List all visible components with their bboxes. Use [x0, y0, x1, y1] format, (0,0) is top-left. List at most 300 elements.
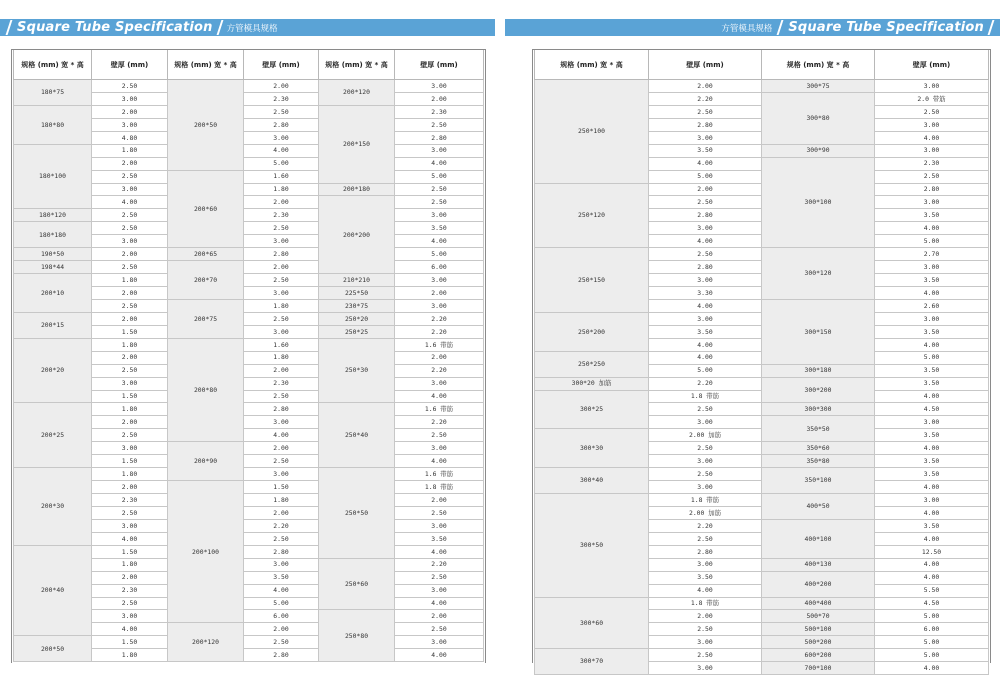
thickness-cell: 2.00 [244, 80, 319, 93]
thickness-cell: 2.50 [244, 636, 319, 649]
thickness-cell: 1.80 [92, 144, 168, 157]
thickness-cell: 6.00 [244, 610, 319, 623]
thickness-cell: 2.50 [875, 105, 989, 118]
thickness-cell: 4.00 [649, 338, 762, 351]
thickness-cell: 3.50 [875, 455, 989, 468]
column-header: 壁厚 (mm) [92, 50, 168, 80]
spec-cell: 250*40 [319, 403, 395, 468]
table-row [535, 80, 989, 93]
thickness-cell: 2.50 [649, 196, 762, 209]
thickness-cell: 5.00 [875, 649, 989, 662]
thickness-cell: 3.50 [875, 429, 989, 442]
thickness-cell: 4.00 [875, 558, 989, 571]
thickness-cell: 3.00 [244, 416, 319, 429]
spec-cell: 250*120 [535, 183, 649, 248]
table-row [535, 377, 989, 390]
thickness-cell: 2.30 [244, 92, 319, 105]
thickness-cell: 4.00 [875, 287, 989, 300]
thickness-cell: 3.00 [244, 235, 319, 248]
thickness-cell: 4.00 [395, 235, 484, 248]
thickness-cell: 2.50 [244, 105, 319, 118]
thickness-cell: 3.00 [649, 662, 762, 675]
thickness-cell: 4.00 [875, 481, 989, 494]
thickness-cell: 2.0 带筋 [875, 92, 989, 105]
thickness-cell: 4.00 [875, 442, 989, 455]
thickness-cell: 2.20 [649, 519, 762, 532]
thickness-cell: 2.80 [395, 131, 484, 144]
thickness-cell: 5.00 [244, 157, 319, 170]
spec-cell: 200*100 [168, 481, 244, 623]
thickness-cell: 3.00 [92, 377, 168, 390]
thickness-cell: 2.20 [395, 416, 484, 429]
spec-cell: 200*15 [14, 312, 92, 338]
header-title-en: Square Tube Specification [17, 20, 213, 35]
thickness-cell: 4.00 [649, 299, 762, 312]
thickness-cell: 2.50 [875, 170, 989, 183]
spec-cell: 350*100 [762, 468, 875, 494]
spec-cell: 200*60 [168, 170, 244, 248]
spec-cell: 200*65 [168, 248, 244, 261]
thickness-cell: 2.50 [244, 274, 319, 287]
thickness-cell: 3.00 [395, 377, 484, 390]
thickness-cell: 3.00 [395, 519, 484, 532]
thickness-cell: 3.00 [875, 80, 989, 93]
left-spec-table [13, 50, 484, 662]
thickness-cell: 1.80 [92, 338, 168, 351]
thickness-cell: 6.00 [395, 261, 484, 274]
spec-cell: 250*25 [319, 325, 395, 338]
table-row [14, 248, 484, 261]
table-row [535, 494, 989, 507]
spec-cell: 700*100 [762, 662, 875, 675]
spec-cell: 350*50 [762, 416, 875, 442]
thickness-cell: 2.50 [92, 429, 168, 442]
thickness-cell: 3.00 [244, 558, 319, 571]
spec-cell: 400*50 [762, 494, 875, 520]
thickness-cell: 3.00 [395, 584, 484, 597]
thickness-cell: 2.00 [92, 105, 168, 118]
thickness-cell: 2.50 [92, 170, 168, 183]
thickness-cell: 1.8 带筋 [649, 597, 762, 610]
thickness-cell: 1.8 带筋 [395, 481, 484, 494]
spec-cell: 180*75 [14, 80, 92, 106]
thickness-cell: 2.00 [92, 351, 168, 364]
thickness-cell: 3.00 [92, 610, 168, 623]
thickness-cell: 4.50 [875, 403, 989, 416]
thickness-cell: 3.00 [395, 144, 484, 157]
thickness-cell: 6.00 [875, 623, 989, 636]
thickness-cell: 1.8 带筋 [649, 390, 762, 403]
thickness-cell: 1.6 带筋 [395, 403, 484, 416]
thickness-cell: 2.20 [244, 519, 319, 532]
spec-cell: 600*200 [762, 649, 875, 662]
spec-cell: 180*120 [14, 209, 92, 222]
spec-cell: 200*40 [14, 545, 92, 636]
thickness-cell: 2.50 [244, 455, 319, 468]
thickness-cell: 2.50 [244, 390, 319, 403]
thickness-cell: 4.00 [395, 157, 484, 170]
spec-cell: 300*150 [762, 299, 875, 364]
thickness-cell: 3.50 [875, 468, 989, 481]
thickness-cell: 2.80 [244, 649, 319, 662]
spec-cell: 180*180 [14, 222, 92, 248]
thickness-cell: 3.00 [395, 636, 484, 649]
thickness-cell: 3.00 [875, 312, 989, 325]
thickness-cell: 3.00 [244, 468, 319, 481]
spec-cell: 300*40 [535, 468, 649, 494]
thickness-cell: 2.30 [244, 377, 319, 390]
thickness-cell: 3.50 [875, 209, 989, 222]
thickness-cell: 1.80 [92, 558, 168, 571]
spec-cell: 180*100 [14, 144, 92, 209]
thickness-cell: 2.50 [649, 468, 762, 481]
thickness-cell: 4.00 [92, 623, 168, 636]
thickness-cell: 1.50 [92, 325, 168, 338]
thickness-cell: 3.00 [649, 274, 762, 287]
thickness-cell: 2.00 加筋 [649, 506, 762, 519]
thickness-cell: 2.00 [395, 92, 484, 105]
thickness-cell: 2.00 [395, 287, 484, 300]
thickness-cell: 2.60 [875, 299, 989, 312]
thickness-cell: 1.80 [244, 299, 319, 312]
thickness-cell: 2.50 [395, 196, 484, 209]
table-row [14, 545, 484, 558]
thickness-cell: 2.50 [395, 183, 484, 196]
thickness-cell: 4.50 [875, 597, 989, 610]
thickness-cell: 5.00 [395, 170, 484, 183]
thickness-cell: 4.00 [875, 571, 989, 584]
thickness-cell: 1.80 [92, 274, 168, 287]
spec-cell: 250*200 [535, 312, 649, 351]
thickness-cell: 4.00 [649, 351, 762, 364]
thickness-cell: 2.30 [395, 105, 484, 118]
thickness-cell: 5.00 [875, 636, 989, 649]
thickness-cell: 2.70 [875, 248, 989, 261]
thickness-cell: 2.50 [92, 597, 168, 610]
thickness-cell: 5.00 [875, 235, 989, 248]
spec-cell: 250*250 [535, 351, 649, 377]
spec-cell: 300*300 [762, 403, 875, 416]
spec-cell: 300*50 [535, 494, 649, 598]
slash-mark [6, 20, 13, 35]
column-header: 规格 (mm) 宽 * 高 [535, 50, 649, 80]
spec-cell: 500*100 [762, 623, 875, 636]
spec-cell: 300*20 加筋 [535, 377, 649, 390]
thickness-cell: 2.50 [649, 248, 762, 261]
thickness-cell: 4.00 [92, 532, 168, 545]
thickness-cell: 2.80 [649, 118, 762, 131]
spec-cell: 200*180 [319, 183, 395, 196]
spec-cell: 350*80 [762, 455, 875, 468]
spec-cell: 300*30 [535, 429, 649, 468]
column-header: 规格 (mm) 宽 * 高 [319, 50, 395, 80]
thickness-cell: 1.50 [92, 545, 168, 558]
thickness-cell: 3.50 [875, 519, 989, 532]
thickness-cell: 3.50 [649, 144, 762, 157]
spec-cell: 200*120 [319, 80, 395, 106]
thickness-cell: 2.00 加筋 [649, 429, 762, 442]
table-row [14, 80, 484, 93]
spec-cell: 250*20 [319, 312, 395, 325]
thickness-cell: 1.80 [92, 649, 168, 662]
table-row [14, 468, 484, 481]
thickness-cell: 4.00 [395, 545, 484, 558]
thickness-cell: 2.20 [395, 312, 484, 325]
spec-cell: 210*210 [319, 274, 395, 287]
spec-cell: 200*150 [319, 105, 395, 183]
table-row [535, 649, 989, 662]
column-header: 壁厚 (mm) [875, 50, 989, 80]
thickness-cell: 3.00 [649, 455, 762, 468]
thickness-cell: 3.50 [875, 325, 989, 338]
spec-cell: 200*70 [168, 261, 244, 300]
thickness-cell: 3.00 [244, 287, 319, 300]
spec-cell: 200*25 [14, 403, 92, 468]
table-row [14, 274, 484, 287]
thickness-cell: 2.00 [244, 442, 319, 455]
spec-cell: 250*60 [319, 558, 395, 610]
thickness-cell: 2.00 [649, 80, 762, 93]
thickness-cell: 4.00 [649, 157, 762, 170]
thickness-cell: 5.00 [875, 351, 989, 364]
thickness-cell: 4.00 [875, 662, 989, 675]
thickness-cell: 2.00 [92, 481, 168, 494]
header-title-cn: 方管模具规格 [226, 23, 278, 34]
thickness-cell: 2.30 [875, 157, 989, 170]
spec-cell: 500*200 [762, 636, 875, 649]
thickness-cell: 3.00 [649, 222, 762, 235]
thickness-cell: 2.00 [244, 196, 319, 209]
thickness-cell: 2.50 [92, 80, 168, 93]
thickness-cell: 2.80 [244, 545, 319, 558]
spec-cell: 200*30 [14, 468, 92, 546]
thickness-cell: 2.20 [649, 377, 762, 390]
thickness-cell: 4.00 [244, 584, 319, 597]
thickness-cell: 4.00 [875, 338, 989, 351]
spec-cell: 200*200 [319, 196, 395, 274]
thickness-cell: 2.80 [649, 261, 762, 274]
thickness-cell: 3.50 [395, 222, 484, 235]
thickness-cell: 2.50 [92, 506, 168, 519]
thickness-cell: 3.00 [875, 416, 989, 429]
thickness-cell: 2.00 [244, 506, 319, 519]
thickness-cell: 2.00 [395, 610, 484, 623]
thickness-cell: 3.30 [649, 287, 762, 300]
thickness-cell: 2.80 [244, 403, 319, 416]
thickness-cell: 2.50 [395, 118, 484, 131]
thickness-cell: 3.00 [875, 494, 989, 507]
spec-cell: 180*80 [14, 105, 92, 144]
thickness-cell: 2.30 [92, 494, 168, 507]
thickness-cell: 2.00 [92, 287, 168, 300]
thickness-cell: 5.00 [395, 248, 484, 261]
table-row [535, 597, 989, 610]
thickness-cell: 3.00 [244, 131, 319, 144]
thickness-cell: 3.00 [649, 558, 762, 571]
thickness-cell: 3.00 [649, 636, 762, 649]
header-title-en: Square Tube Specification [788, 20, 984, 35]
thickness-cell: 3.00 [875, 196, 989, 209]
thickness-cell: 1.50 [92, 636, 168, 649]
thickness-cell: 1.6 带筋 [395, 338, 484, 351]
thickness-cell: 4.00 [875, 222, 989, 235]
thickness-cell: 4.00 [649, 584, 762, 597]
spec-cell: 300*180 [762, 364, 875, 377]
spec-cell: 200*50 [14, 636, 92, 662]
spec-cell: 250*100 [535, 80, 649, 184]
spec-cell: 300*120 [762, 248, 875, 300]
thickness-cell: 4.00 [875, 506, 989, 519]
thickness-cell: 2.80 [649, 209, 762, 222]
thickness-cell: 2.50 [92, 299, 168, 312]
column-header: 规格 (mm) 宽 * 高 [762, 50, 875, 80]
thickness-cell: 2.80 [649, 545, 762, 558]
thickness-cell: 1.8 带筋 [649, 494, 762, 507]
thickness-cell: 3.00 [649, 416, 762, 429]
spec-cell: 400*400 [762, 597, 875, 610]
column-header: 壁厚 (mm) [649, 50, 762, 80]
thickness-cell: 3.00 [649, 131, 762, 144]
thickness-cell: 2.00 [649, 183, 762, 196]
thickness-cell: 2.00 [244, 261, 319, 274]
thickness-cell: 3.00 [875, 261, 989, 274]
thickness-cell: 2.50 [92, 222, 168, 235]
spec-cell: 400*130 [762, 558, 875, 571]
thickness-cell: 3.00 [92, 235, 168, 248]
table-row [14, 312, 484, 325]
thickness-cell: 2.50 [649, 532, 762, 545]
thickness-cell: 4.00 [395, 597, 484, 610]
spec-cell: 300*100 [762, 157, 875, 248]
slash-mark [216, 20, 223, 35]
thickness-cell: 3.00 [92, 519, 168, 532]
thickness-cell: 4.00 [395, 455, 484, 468]
thickness-cell: 3.00 [92, 183, 168, 196]
thickness-cell: 2.50 [92, 209, 168, 222]
thickness-cell: 2.50 [649, 623, 762, 636]
table-row [14, 261, 484, 274]
thickness-cell: 2.80 [244, 248, 319, 261]
spec-cell: 225*50 [319, 287, 395, 300]
spec-cell: 300*80 [762, 92, 875, 144]
table-row [535, 248, 989, 261]
thickness-cell: 2.50 [395, 506, 484, 519]
thickness-cell: 3.50 [649, 325, 762, 338]
thickness-cell: 1.80 [92, 468, 168, 481]
thickness-cell: 3.50 [649, 571, 762, 584]
thickness-cell: 2.50 [395, 429, 484, 442]
thickness-cell: 1.80 [244, 494, 319, 507]
table-row [14, 209, 484, 222]
table-row [14, 403, 484, 416]
right-spec-table [534, 50, 989, 675]
thickness-cell: 1.50 [92, 455, 168, 468]
thickness-cell: 5.00 [244, 597, 319, 610]
table-row [14, 338, 484, 351]
thickness-cell: 2.20 [395, 364, 484, 377]
thickness-cell: 3.50 [875, 274, 989, 287]
thickness-cell: 4.00 [92, 196, 168, 209]
spec-cell: 400*100 [762, 519, 875, 558]
spec-cell: 200*90 [168, 442, 244, 481]
spec-cell: 300*90 [762, 144, 875, 157]
thickness-cell: 3.00 [395, 299, 484, 312]
thickness-cell: 4.00 [649, 235, 762, 248]
slash-mark [777, 20, 784, 35]
thickness-cell: 5.00 [875, 610, 989, 623]
thickness-cell: 5.50 [875, 584, 989, 597]
thickness-cell: 1.50 [244, 481, 319, 494]
thickness-cell: 4.80 [92, 131, 168, 144]
spec-cell: 200*80 [168, 338, 244, 442]
slash-mark [988, 20, 995, 35]
spec-cell: 300*25 [535, 390, 649, 429]
column-header: 壁厚 (mm) [395, 50, 484, 80]
thickness-cell: 3.00 [875, 144, 989, 157]
thickness-cell: 3.00 [395, 209, 484, 222]
thickness-cell: 1.6 带筋 [395, 468, 484, 481]
spec-cell: 200*10 [14, 274, 92, 313]
thickness-cell: 3.00 [649, 312, 762, 325]
header-bar-left [0, 19, 495, 36]
thickness-cell: 4.00 [395, 390, 484, 403]
thickness-cell: 3.50 [875, 377, 989, 390]
spec-cell: 200*75 [168, 299, 244, 338]
thickness-cell: 2.50 [649, 442, 762, 455]
thickness-cell: 1.80 [92, 403, 168, 416]
thickness-cell: 2.30 [244, 209, 319, 222]
thickness-cell: 2.50 [395, 571, 484, 584]
table-row [14, 222, 484, 235]
thickness-cell: 2.00 [244, 364, 319, 377]
thickness-cell: 2.00 [92, 248, 168, 261]
thickness-cell: 2.00 [92, 312, 168, 325]
spec-cell: 300*75 [762, 80, 875, 93]
spec-cell: 200*20 [14, 338, 92, 403]
thickness-cell: 2.80 [875, 183, 989, 196]
thickness-cell: 3.50 [395, 532, 484, 545]
thickness-cell: 3.00 [92, 92, 168, 105]
thickness-cell: 3.00 [92, 442, 168, 455]
thickness-cell: 1.60 [244, 338, 319, 351]
thickness-cell: 2.20 [395, 558, 484, 571]
thickness-cell: 2.00 [92, 571, 168, 584]
thickness-cell: 2.50 [395, 623, 484, 636]
thickness-cell: 4.00 [875, 390, 989, 403]
spec-cell: 250*30 [319, 338, 395, 403]
thickness-cell: 4.00 [875, 532, 989, 545]
thickness-cell: 2.50 [244, 312, 319, 325]
spec-cell: 300*60 [535, 597, 649, 649]
thickness-cell: 2.00 [244, 623, 319, 636]
thickness-cell: 2.00 [395, 351, 484, 364]
thickness-cell: 2.50 [649, 105, 762, 118]
table-row [14, 105, 484, 118]
header-title-cn: 方管模具规格 [721, 23, 773, 34]
thickness-cell: 2.50 [92, 364, 168, 377]
thickness-cell: 5.00 [649, 170, 762, 183]
table-row [14, 636, 484, 649]
spec-cell: 400*200 [762, 571, 875, 597]
thickness-cell: 3.00 [395, 80, 484, 93]
thickness-cell: 2.50 [649, 649, 762, 662]
thickness-cell: 2.80 [244, 118, 319, 131]
thickness-cell: 4.00 [395, 649, 484, 662]
thickness-cell: 2.50 [92, 261, 168, 274]
thickness-cell: 2.50 [649, 403, 762, 416]
column-header: 规格 (mm) 宽 * 高 [168, 50, 244, 80]
table-row [14, 144, 484, 157]
